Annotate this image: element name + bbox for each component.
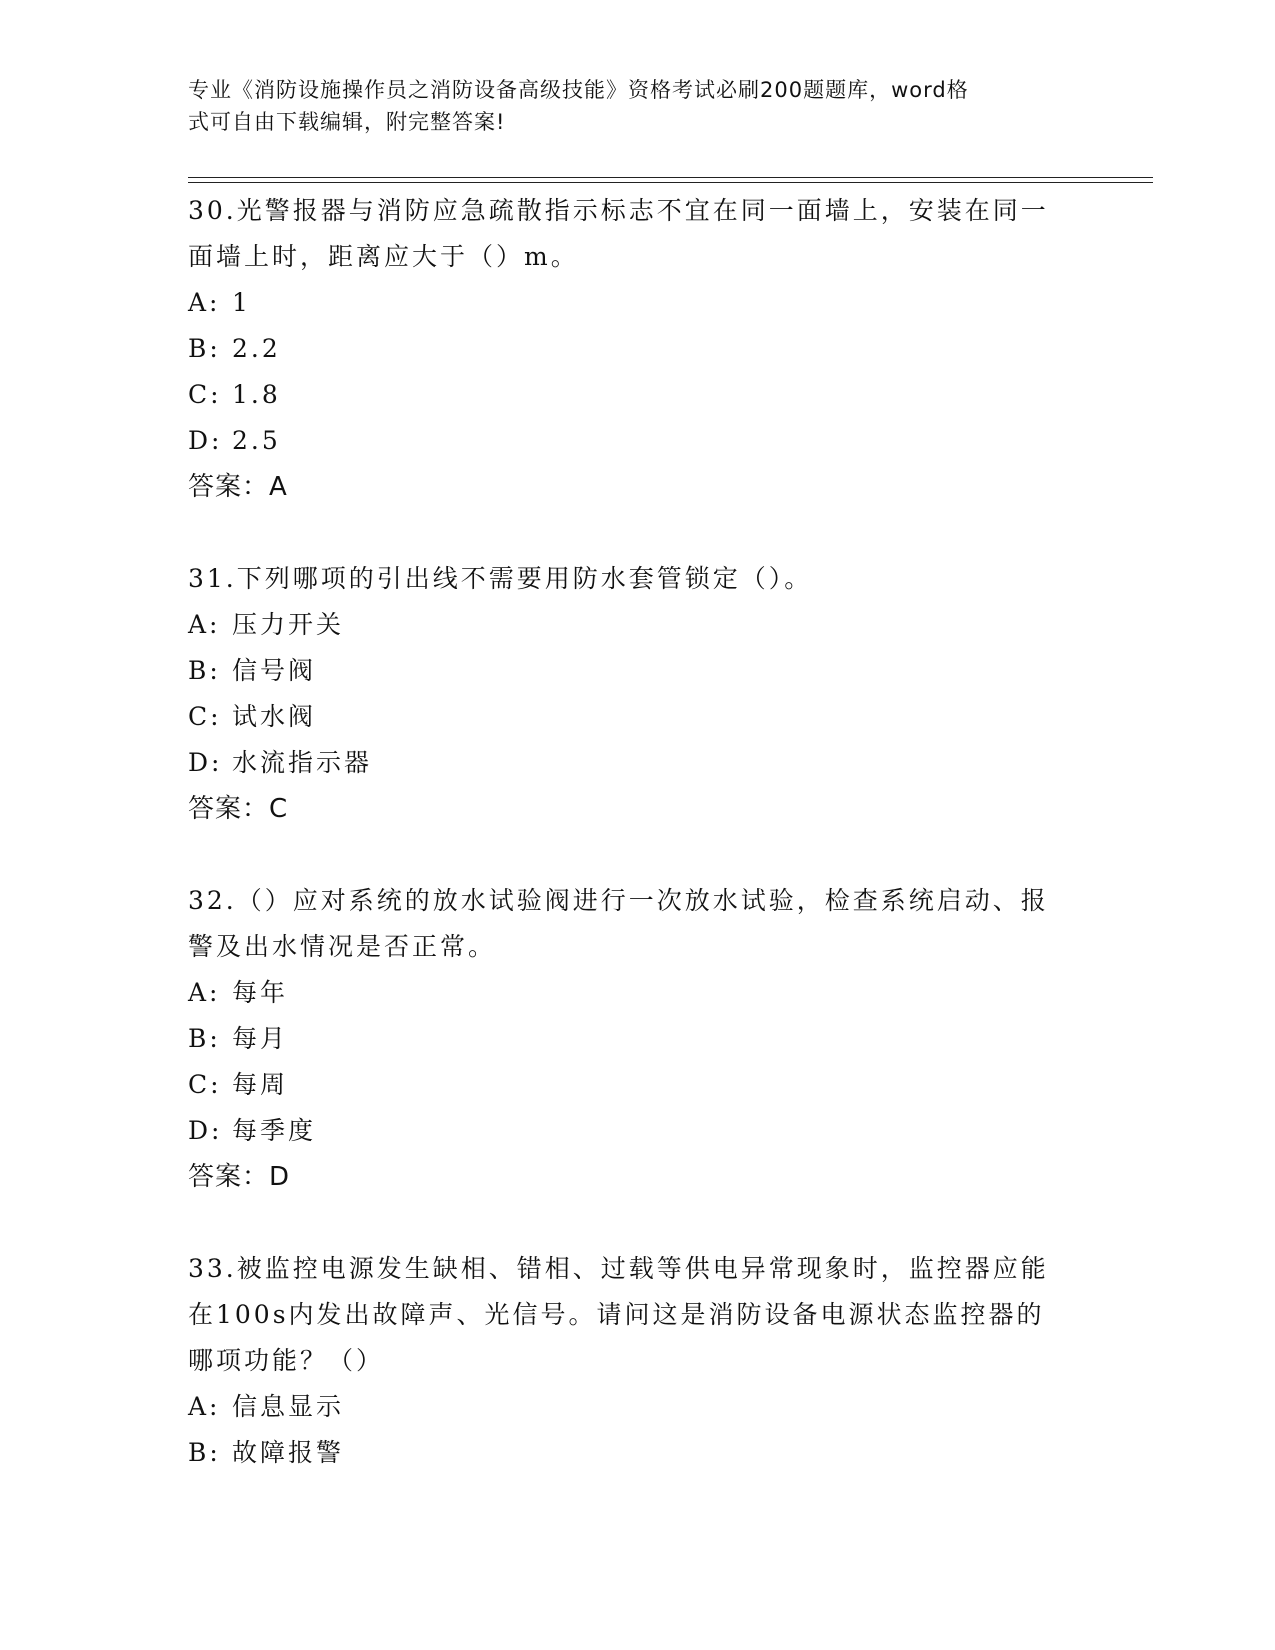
option-text: 每月 xyxy=(232,1024,289,1053)
option-letter: A: xyxy=(188,1392,221,1421)
option-text: 试水阀 xyxy=(232,702,317,731)
answer-label: 答案：D xyxy=(188,1162,291,1192)
question-text-line: 警及出水情况是否正常。 xyxy=(188,932,497,961)
question-spacer xyxy=(188,1200,1088,1246)
header-divider-top xyxy=(188,177,1153,178)
question-spacer xyxy=(188,510,1088,556)
option-letter: B: xyxy=(188,334,221,363)
question-31 xyxy=(188,556,1088,832)
option-b xyxy=(188,326,1088,372)
document-header xyxy=(188,74,1068,138)
answer-label: 答案：A xyxy=(188,472,288,502)
header-divider-bottom xyxy=(188,182,1153,183)
option-letter: A: xyxy=(188,978,221,1007)
option-text: 压力开关 xyxy=(232,610,345,639)
option-b xyxy=(188,648,1088,694)
option-c xyxy=(188,1062,1088,1108)
question-text-line: 在100s内发出故障声、光信号。请问这是消防设备电源状态监控器的 xyxy=(188,1300,1045,1329)
question-33 xyxy=(188,1246,1088,1476)
option-letter: C: xyxy=(188,1070,222,1099)
option-letter: B: xyxy=(188,1024,221,1053)
option-a xyxy=(188,1384,1088,1430)
option-d xyxy=(188,740,1088,786)
question-text-line: 33.被监控电源发生缺相、错相、过载等供电异常现象时，监控器应能 xyxy=(188,1254,1049,1283)
option-d xyxy=(188,418,1088,464)
question-text-line: 30.光警报器与消防应急疏散指示标志不宜在同一面墙上，安装在同一 xyxy=(188,196,1049,225)
option-letter: D: xyxy=(188,426,223,455)
option-text: 信息显示 xyxy=(232,1392,345,1421)
question-list xyxy=(188,188,1088,1476)
option-text: 每年 xyxy=(232,978,289,1007)
option-c xyxy=(188,372,1088,418)
question-spacer xyxy=(188,832,1088,878)
option-text: 信号阀 xyxy=(232,656,317,685)
question-text-line: 面墙上时，距离应大于（）m。 xyxy=(188,242,579,271)
option-c xyxy=(188,694,1088,740)
option-b xyxy=(188,1430,1088,1476)
option-letter: D: xyxy=(188,1116,223,1145)
option-letter: A: xyxy=(188,610,221,639)
question-text-line: 32.（）应对系统的放水试验阀进行一次放水试验，检查系统启动、报 xyxy=(188,886,1049,915)
option-text: 每季度 xyxy=(232,1116,317,1145)
option-text: 水流指示器 xyxy=(232,748,373,777)
option-text: 2.2 xyxy=(232,334,281,363)
header-line-1: 专业《消防设施操作员之消防设备高级技能》资格考试必刷200题题库，word格 xyxy=(188,78,969,102)
option-text: 故障报警 xyxy=(232,1438,345,1467)
option-text: 2.5 xyxy=(232,426,281,455)
option-text: 每周 xyxy=(232,1070,289,1099)
answer-label: 答案：C xyxy=(188,794,289,824)
question-text-line: 31.下列哪项的引出线不需要用防水套管锁定（）。 xyxy=(188,564,813,593)
option-letter: B: xyxy=(188,1438,221,1467)
option-letter: C: xyxy=(188,702,222,731)
option-d xyxy=(188,1108,1088,1154)
header-line-2: 式可自由下载编辑，附完整答案! xyxy=(188,110,506,134)
option-letter: D: xyxy=(188,748,223,777)
question-32 xyxy=(188,878,1088,1200)
option-letter: C: xyxy=(188,380,222,409)
option-text: 1 xyxy=(232,288,251,317)
option-a xyxy=(188,280,1088,326)
option-letter: A: xyxy=(188,288,221,317)
option-a xyxy=(188,970,1088,1016)
option-b xyxy=(188,1016,1088,1062)
option-letter: B: xyxy=(188,656,221,685)
question-30 xyxy=(188,188,1088,510)
question-text-line: 哪项功能？（） xyxy=(188,1346,385,1375)
option-text: 1.8 xyxy=(232,380,281,409)
option-a xyxy=(188,602,1088,648)
